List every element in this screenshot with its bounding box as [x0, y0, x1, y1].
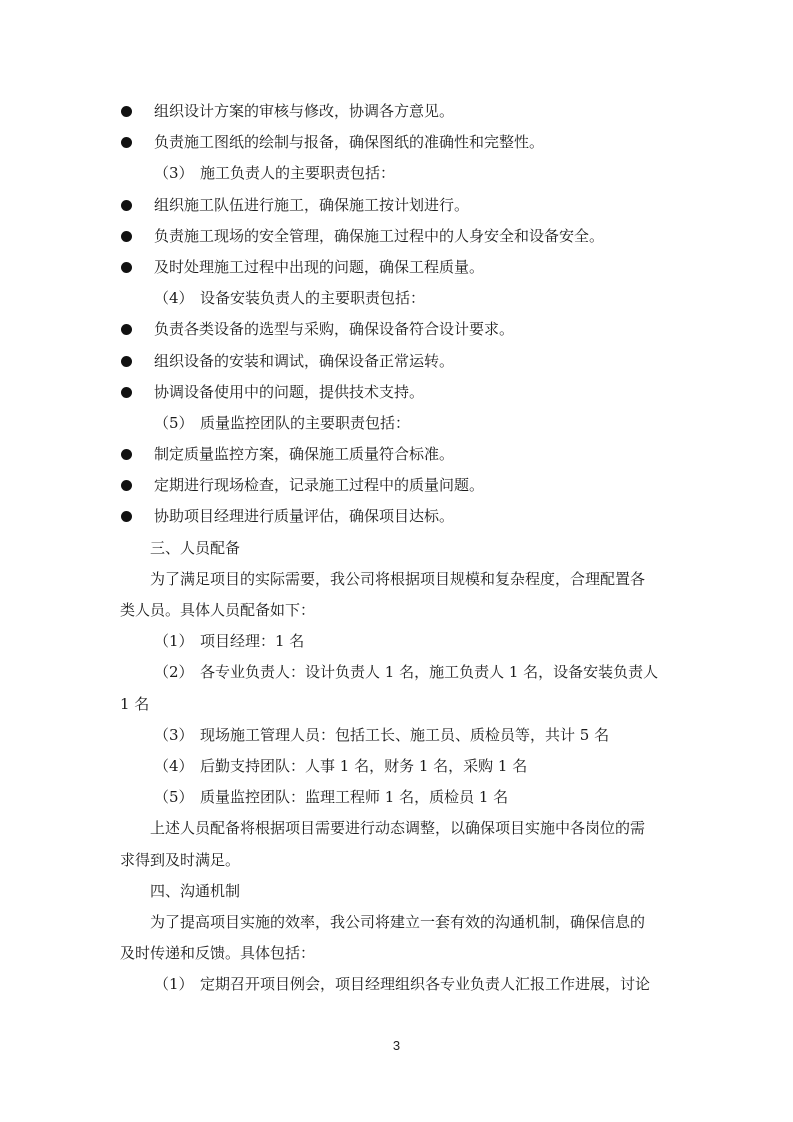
bullet-dot-icon [121, 231, 132, 242]
paragraph-line: 为了提高项目实施的效率，我公司将建立一套有效的沟通机制，确保信息的 [150, 912, 646, 931]
bullet-text: 组织设计方案的审核与修改，协调各方意见。 [154, 102, 455, 120]
paragraph-line: 为了满足项目的实际需要，我公司将根据项目规模和复杂程度，合理配置各 [150, 569, 646, 588]
item-text: 设备安装负责人的主要职责包括： [200, 289, 426, 308]
bullet-item [120, 190, 676, 221]
bullet-text: 制定质量监控方案，确保施工质量符合标准。 [154, 445, 455, 464]
bullet-item [120, 470, 676, 501]
paragraph-continuation: 及时传递和反馈。具体包括： [120, 944, 316, 963]
page-number: 3 [392, 1038, 401, 1053]
bullet-item [120, 314, 676, 345]
item-text: 施工负责人的主要职责包括： [200, 164, 396, 183]
bullet-item [120, 346, 676, 377]
item-number: （4） [154, 289, 194, 308]
bullet-dot-icon [121, 137, 132, 148]
bullet-text: 负责施工图纸的绘制与报备，确保图纸的准确性和完整性。 [154, 133, 545, 152]
numbered-item [120, 751, 676, 782]
bullet-item [120, 439, 676, 470]
item-number: （5） [154, 413, 194, 432]
paragraph-continuation: 类人员。具体人员配备如下： [120, 601, 316, 619]
bullet-text: 协助项目经理进行质量评估，确保项目达标。 [154, 507, 455, 526]
bullet-dot-icon [121, 262, 132, 273]
bullet-dot-icon [121, 511, 132, 522]
item-text: 项目经理：1 名 [200, 632, 305, 651]
bullet-item [120, 127, 676, 158]
numbered-item [120, 782, 676, 813]
bullet-dot-icon [121, 480, 132, 491]
item-number: （5） [154, 788, 194, 807]
bullet-text: 负责各类设备的选型与采购，确保设备符合设计要求。 [154, 320, 515, 339]
item-number: （1） [154, 975, 194, 994]
bullet-text: 组织设备的安装和调试，确保设备正常运转。 [154, 351, 455, 370]
bullet-text: 及时处理施工过程中出现的问题，确保工程质量。 [154, 257, 485, 276]
item-text: 各专业负责人：设计负责人 1 名，施工负责人 1 名，设备安装负责人 [200, 663, 659, 682]
bullet-dot-icon [121, 449, 132, 460]
bullet-text: 组织施工队伍进行施工，确保施工按计划进行。 [154, 195, 470, 214]
bullet-item [120, 501, 676, 532]
item-text: 质量监控团队的主要职责包括： [200, 413, 411, 432]
item-text: 定期召开项目例会，项目经理组织各专业负责人汇报工作进展，讨论 [200, 975, 651, 994]
item-number: （1） [154, 632, 194, 651]
numbered-item [120, 720, 676, 751]
numbered-item [120, 158, 676, 189]
item-number: （3） [154, 164, 194, 183]
paragraph-line: 上述人员配备将根据项目需要进行动态调整，以确保项目实施中各岗位的需 [150, 819, 646, 838]
paragraph-continuation: 1 名 [120, 694, 150, 713]
bullet-item [120, 377, 676, 408]
section-heading: 四、沟通机制 [150, 881, 241, 900]
bullet-item [120, 96, 676, 127]
numbered-item [120, 408, 676, 439]
numbered-item [120, 626, 676, 657]
document-body [120, 96, 676, 1000]
item-number: （3） [154, 725, 194, 744]
bullet-dot-icon [121, 106, 132, 117]
section-heading: 三、人员配备 [150, 538, 241, 557]
item-text: 后勤支持团队：人事 1 名，财务 1 名，采购 1 名 [200, 756, 528, 775]
item-number: （4） [154, 756, 194, 775]
item-number: （2） [154, 663, 194, 682]
paragraph-continuation: 求得到及时满足。 [120, 850, 241, 869]
numbered-item [120, 969, 676, 1000]
bullet-item [120, 221, 676, 252]
bullet-text: 负责施工现场的安全管理，确保施工过程中的人身安全和设备安全。 [154, 226, 605, 245]
bullet-dot-icon [121, 200, 132, 211]
bullet-text: 协调设备使用中的问题，提供技术支持。 [154, 382, 425, 401]
bullet-dot-icon [121, 324, 132, 335]
bullet-dot-icon [121, 387, 132, 398]
item-text: 质量监控团队：监理工程师 1 名，质检员 1 名 [200, 788, 509, 807]
numbered-item [120, 283, 676, 314]
numbered-item [120, 657, 676, 688]
bullet-text: 定期进行现场检查，记录施工过程中的质量问题。 [154, 476, 485, 495]
bullet-item [120, 252, 676, 283]
item-text: 现场施工管理人员：包括工长、施工员、质检员等，共计 5 名 [200, 725, 610, 744]
bullet-dot-icon [121, 356, 132, 367]
